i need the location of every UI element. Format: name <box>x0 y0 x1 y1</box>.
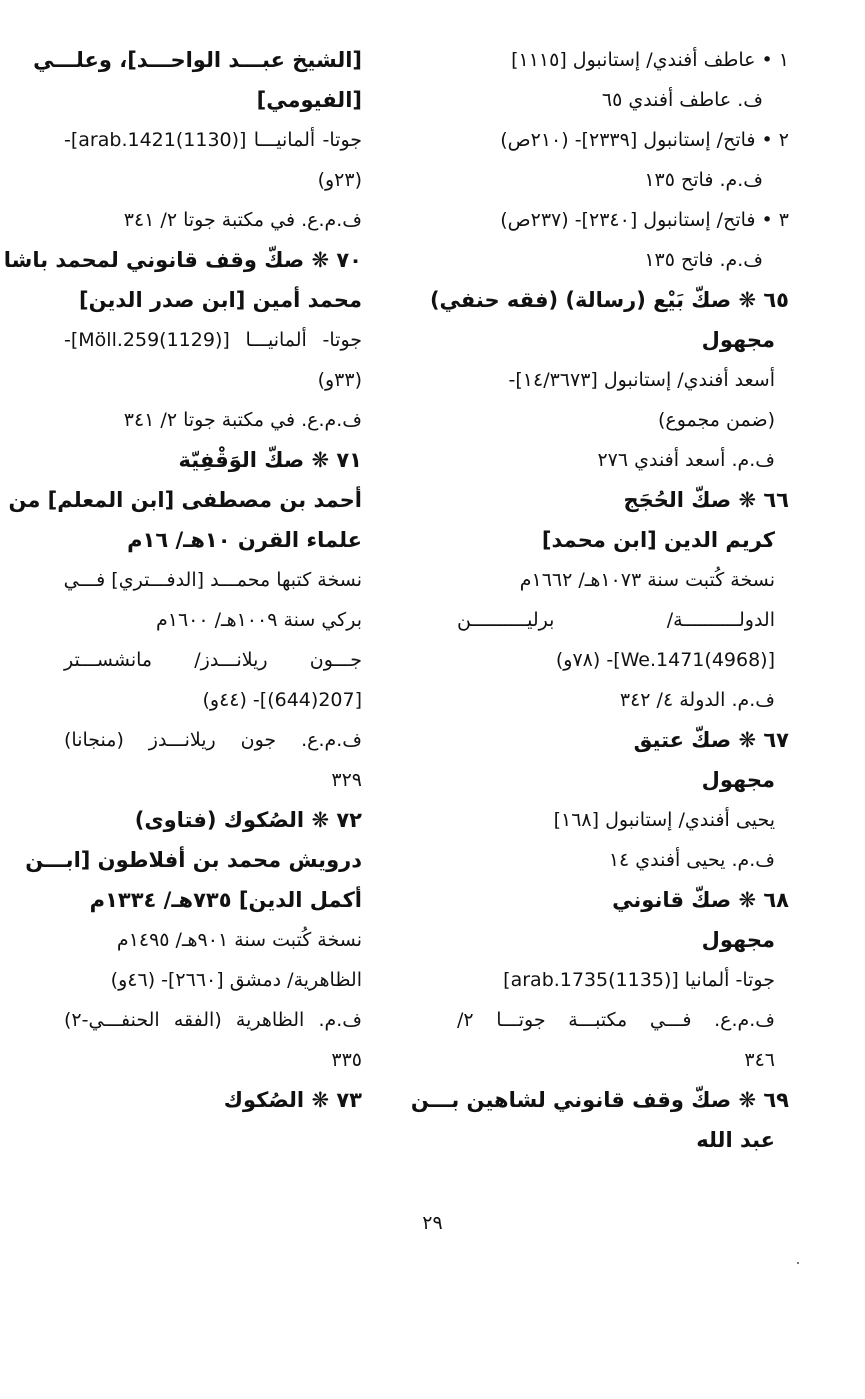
left-column-line: ٧٠ ❋ صكّ وقف قانوني لمحمد باشا <box>3 248 362 272</box>
right-column-line: مجهول <box>701 768 775 792</box>
left-column-line: علماء القرن ١٠هـ/ ١٦م <box>127 528 362 552</box>
left-column-line: محمد أمين [ابن صدر الدين] <box>79 288 362 312</box>
left-column-line: ٧٣ ❋ الصُكوك <box>223 1088 362 1112</box>
right-column-line: ف.م.ع. فـــي مكتبـــة جوتـــا ٢/ <box>457 1009 775 1031</box>
right-column-line: الدولــــــــــة/ برليــــــــــن <box>457 609 775 631</box>
left-column-line: جوتا- ألمانيـــا [(1129)Möll.259]- <box>64 329 362 351</box>
right-column-line: مجهول <box>701 328 775 352</box>
right-column-line: ١ • عاطف أفندي/ إستانبول [١١١٥] <box>511 49 789 71</box>
right-column-line: نسخة كُتبت سنة ١٠٧٣هـ/ ١٦٦٢م <box>519 569 775 591</box>
right-column-line: ٦٧ ❋ صكّ عتيق <box>633 728 789 752</box>
right-column <box>410 49 789 1170</box>
left-column-line: (٢٣و) <box>317 169 362 191</box>
right-column-line: (ضمن مجموع) <box>657 409 775 431</box>
right-column-line: [(4968)We.1471]- (٧٨و) <box>555 649 775 671</box>
left-column-line: [الفيومي] <box>256 88 362 112</box>
right-column-line: ف.م. فاتح ١٣٥ <box>644 249 763 271</box>
left-column-line: ف.م. الظاهرية (الفقه الحنفـــي-٢) <box>64 1009 362 1031</box>
right-column-line: يحيى أفندي/ إستانبول [١٦٨] <box>553 809 775 831</box>
right-column-line: عبد الله <box>696 1128 775 1152</box>
left-column <box>3 48 362 1130</box>
right-column-line: ف.م. أسعد أفندي ٢٧٦ <box>597 449 775 471</box>
left-column-line: جـــون ريلانـــدز/ مانشســـتر <box>64 649 362 671</box>
right-column-line: ٣ • فاتح/ إستانبول [٢٣٤٠]- (٢٣٧ص) <box>500 209 789 231</box>
speck <box>797 1262 799 1264</box>
left-column-line: جوتا- ألمانيـــا [(1130)arab.1421]- <box>64 129 362 151</box>
left-column-line: أكمل الدين] ٧٣٥هـ/ ١٣٣٤م <box>89 888 362 912</box>
right-column-line: كريم الدين [ابن محمد] <box>541 528 775 552</box>
left-column-line: ٧١ ❋ صكّ الوَقْفِيّة <box>178 448 362 472</box>
left-column-line: الظاهرية/ دمشق [٢٦٦٠]- (٤٦و) <box>110 969 362 991</box>
left-column-line: درويش محمد بن أفلاطون [ابـــن <box>25 848 362 872</box>
right-column-line: ٦٩ ❋ صكّ وقف قانوني لشاهين بـــن <box>410 1088 789 1112</box>
left-column-line: ٧٢ ❋ الصُكوك (فتاوى) <box>134 808 362 832</box>
right-column-line: ف.م. يحيى أفندي ١٤ <box>608 849 775 871</box>
right-column-line: ف.م. فاتح ١٣٥ <box>644 169 763 191</box>
page-number: ٢٩ <box>422 1212 443 1234</box>
right-column-line: مجهول <box>701 928 775 952</box>
right-column-line: ٦٥ ❋ صكّ بَيْع (رسالة) (فقه حنفي) <box>429 288 789 312</box>
left-column-line: ف.م.ع. في مكتبة جوتا ٢/ ٣٤١ <box>123 409 362 431</box>
right-column-line: أسعد أفندي/ إستانبول [١٤/٣٦٧٣]- <box>508 369 775 391</box>
left-column-line: ٣٢٩ <box>331 769 362 791</box>
left-column-line: ٣٣٥ <box>331 1049 362 1071</box>
left-column-line: ف.م.ع. في مكتبة جوتا ٢/ ٣٤١ <box>123 209 362 231</box>
right-column-line: ٦٦ ❋ صكّ الحُجَج <box>623 488 789 512</box>
left-column-line: [207(644)]- (٤٤و) <box>202 689 362 711</box>
right-column-line: ف. عاطف أفندي ٦٥ <box>601 89 763 111</box>
right-column-line: ٦٨ ❋ صكّ قانوني <box>612 888 789 912</box>
left-column-line: ف.م.ع. جون ريلانـــدز (منجانا) <box>64 729 362 751</box>
right-column-line: ف.م. الدولة ٤/ ٣٤٢ <box>619 689 775 711</box>
right-column-line: جوتا- ألمانيا [(1135)arab.1735] <box>503 969 775 991</box>
left-column-line: نسخة كتبها محمـــد [الدفـــتري] فـــي <box>63 569 362 591</box>
left-column-line: بركي سنة ١٠٠٩هـ/ ١٦٠٠م <box>155 609 362 631</box>
left-column-line: أحمد بن مصطفى [ابن المعلم] من <box>8 488 362 512</box>
right-column-line: ٣٤٦ <box>744 1049 775 1071</box>
left-column-line: (٣٣و) <box>317 369 362 391</box>
left-column-line: [الشيخ عبـــد الواحـــد]، وعلـــي <box>33 48 362 72</box>
left-column-line: نسخة كُتبت سنة ٩٠١هـ/ ١٤٩٥م <box>116 929 362 951</box>
right-column-line: ٢ • فاتح/ إستانبول [٢٣٣٩]- (٢١٠ص) <box>500 129 789 151</box>
